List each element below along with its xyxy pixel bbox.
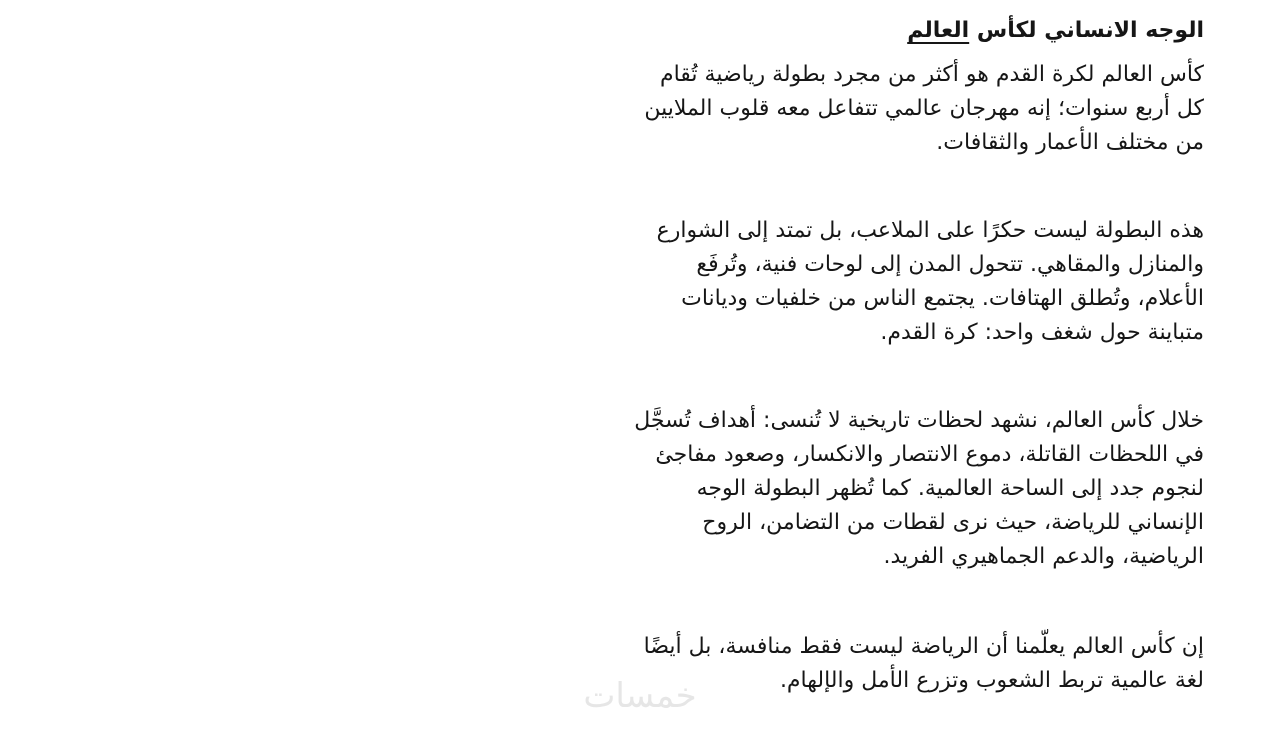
- paragraph-2: [76, 214, 1204, 350]
- paragraph-line: الرياضية، والدعم الجماهيري الفريد.: [883, 544, 1204, 569]
- paragraph-line: لغة عالمية تربط الشعوب وتزرع الأمل والإلهام.: [779, 668, 1204, 693]
- paragraph-line: من مختلف الأعمار والثقافات.: [936, 130, 1204, 155]
- paragraph-line: في اللحظات القاتلة، دموع الانتصار والانكسار، وصعود مفاجئ: [655, 442, 1204, 467]
- paragraph-line: متباينة حول شغف واحد: كرة القدم.: [880, 320, 1204, 345]
- paragraph-line: كأس العالم لكرة القدم هو أكثر من مجرد بطولة رياضية تُقام: [659, 62, 1204, 87]
- title-underlined-word: العالم: [907, 18, 970, 43]
- paragraph-line: كل أربع سنوات؛ إنه مهرجان عالمي تتفاعل معه قلوب الملايين: [644, 96, 1204, 121]
- document-title: [76, 14, 1204, 48]
- paragraph-1: [76, 58, 1204, 160]
- paragraph-line: الإنساني للرياضة، حيث نرى لقطات من التضامن، الروح: [702, 510, 1204, 535]
- paragraph-3: [76, 404, 1204, 574]
- paragraph-line: الأعلام، وتُطلق الهتافات. يجتمع الناس من خلفيات وديانات: [681, 286, 1204, 311]
- watermark-logo: خمسات: [583, 676, 697, 716]
- title-text: الوجه الانساني لكأس: [969, 18, 1204, 43]
- paragraph-line: خلال كأس العالم، نشهد لحظات تاريخية لا تُنسى: أهداف تُسجَّل: [634, 408, 1204, 433]
- paragraph-line: والمنازل والمقاهي. تتحول المدن إلى لوحات فنية، وتُرفَع: [696, 252, 1204, 277]
- paragraph-line: لنجوم جدد إلى الساحة العالمية. كما تُظهر البطولة الوجه: [696, 476, 1204, 501]
- paragraph-line: إن كأس العالم يعلّمنا أن الرياضة ليست فقط منافسة، بل أيضًا: [643, 634, 1204, 659]
- paragraph-line: هذه البطولة ليست حكرًا على الملاعب، بل تمتد إلى الشوارع: [656, 218, 1204, 243]
